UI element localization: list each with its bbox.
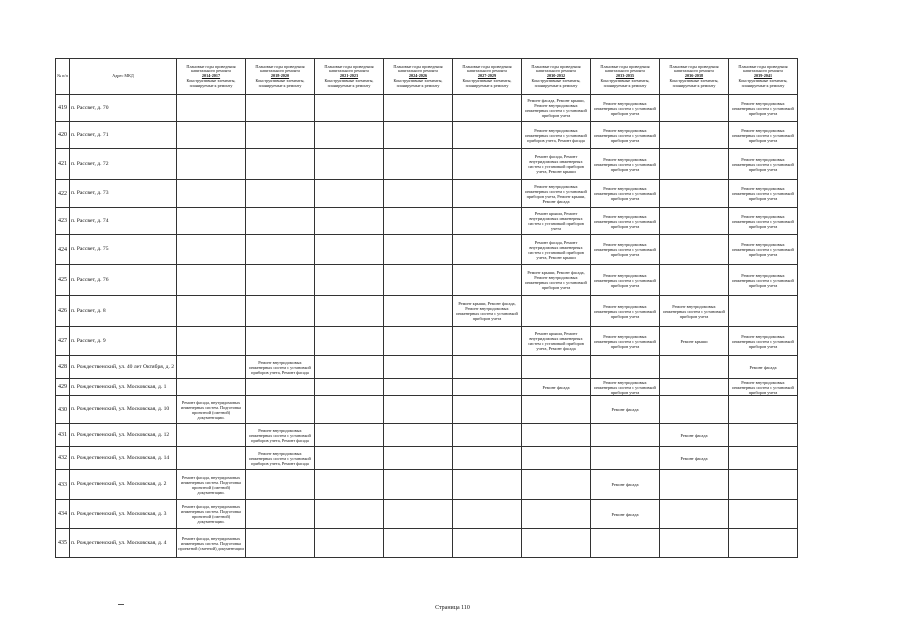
repair-works-cell [660,265,729,296]
repair-works-cell: Ремонт внутридомовых инженерных систем с установкой приборов учета [591,265,660,296]
row-address: п. Рассвет, д. 8 [70,296,177,327]
repair-works-cell: Ремонт фасада, внутридомовых инженерных систем. Подготовка проектной (сметной) документации. [177,500,246,529]
repair-works-cell [660,149,729,180]
table-row [56,356,798,379]
repair-works-cell: Ремонт фасада [591,500,660,529]
repair-works-cell [660,235,729,265]
repair-works-cell [729,470,798,500]
repair-works-cell [384,470,453,500]
row-number: 433 [56,470,70,500]
row-address: п. Рождественский, ул. Московская, д. 2 [70,470,177,500]
header-period-6 [591,59,660,95]
repair-works-cell [315,296,384,327]
header-period-3 [384,59,453,95]
repair-works-cell [729,529,798,558]
row-address: п. Рассвет, д. 74 [70,208,177,235]
capital-repair-schedule-table [55,58,798,558]
row-number: 429 [56,379,70,396]
repair-works-cell [660,529,729,558]
repair-works-cell: Ремонт внутридомовых инженерных систем с установкой приборов учета [591,180,660,208]
repair-works-cell [660,379,729,396]
header-period-period: 2030-2032 [546,73,566,79]
header-period-period: 2024-2026 [408,73,428,79]
repair-works-cell [729,296,798,327]
row-address: п. Рождественский, ул. Московская, д. 3 [70,500,177,529]
row-address: п. Рождественский, ул. Московская, д. 14 [70,447,177,470]
table-row [56,235,798,265]
header-period-period: 2014-2017 [201,73,221,79]
page-number: Страница 110 [435,605,470,611]
repair-works-cell [246,379,315,396]
repair-works-cell [384,356,453,379]
header-period-sub: Конструктивные элементы, планируемые к ремонту [669,77,719,88]
repair-works-cell [384,265,453,296]
repair-works-cell [246,235,315,265]
row-number: 424 [56,235,70,265]
repair-works-cell [453,379,522,396]
row-address: п. Рождественский, ул. Московская, д. 4 [70,529,177,558]
repair-works-cell [522,500,591,529]
repair-works-cell [453,447,522,470]
header-period-title: Плановые годы проведения капитального ремонта [531,63,581,74]
repair-works-cell [246,265,315,296]
repair-works-cell: Ремонт крыши, Ремонт внутридомовых инженерных систем с установкой приборов учета, Ремонт фасада [522,327,591,356]
table-row [56,149,798,180]
repair-works-cell [660,500,729,529]
repair-works-cell [453,327,522,356]
header-period-1 [246,59,315,95]
repair-works-cell: Ремонт внутридомовых инженерных систем с установкой приборов учета [729,95,798,122]
repair-works-cell: Ремонт крыши, Ремонт внутридомовых инженерных систем с установкой приборов учета [522,208,591,235]
repair-works-cell: Ремонт фасада [591,396,660,424]
repair-works-cell [246,296,315,327]
row-number: 428 [56,356,70,379]
repair-works-cell [522,424,591,447]
repair-works-cell [453,122,522,149]
header-period-title: Плановые годы проведения капитального ремонта [738,63,788,74]
header-period-0 [177,59,246,95]
repair-works-cell [177,296,246,327]
repair-works-cell: Ремонт внутридомовых инженерных систем с установкой приборов учета [729,235,798,265]
row-number: 420 [56,122,70,149]
repair-works-cell [384,396,453,424]
header-period-8 [729,59,798,95]
header-number: № п/п [56,59,70,95]
header-period-4 [453,59,522,95]
row-number: 422 [56,180,70,208]
repair-works-cell [315,265,384,296]
repair-works-cell [315,396,384,424]
table-row [56,529,798,558]
row-address: п. Рассвет, д. 73 [70,180,177,208]
repair-works-cell [246,95,315,122]
row-number: 425 [56,265,70,296]
repair-works-cell [453,265,522,296]
repair-works-cell [246,327,315,356]
repair-works-cell [660,356,729,379]
repair-works-cell [453,500,522,529]
row-number: 421 [56,149,70,180]
repair-works-cell [453,180,522,208]
header-period-period: 2027-2029 [477,73,497,79]
repair-works-cell: Ремонт внутридомовых инженерных систем с установкой приборов учета [729,208,798,235]
repair-works-cell [246,122,315,149]
repair-works-cell: Ремонт крыши, Ремонт фасада, Ремонт внутридомовых инженерных систем с установкой приборов учета [522,265,591,296]
repair-works-cell [453,424,522,447]
repair-works-cell [660,470,729,500]
repair-works-cell [660,208,729,235]
repair-works-cell [591,424,660,447]
repair-works-cell: Ремонт фасада, Ремонт внутридомовых инженерных систем с установкой приборов учета, Ремонт крыши [522,149,591,180]
repair-works-cell [315,356,384,379]
header-period-sub: Конструктивные элементы, планируемые к ремонту [255,77,305,88]
header-period-sub: Конструктивные элементы, планируемые к ремонту [738,77,788,88]
repair-works-cell [315,122,384,149]
repair-works-cell [177,180,246,208]
header-period-sub: Конструктивные элементы, планируемые к ремонту [186,77,236,88]
repair-works-cell: Ремонт фасада [729,356,798,379]
repair-works-cell: Ремонт крыши [660,327,729,356]
repair-works-cell [384,180,453,208]
row-number: 427 [56,327,70,356]
repair-works-cell [384,95,453,122]
repair-works-cell [384,447,453,470]
repair-works-cell [246,396,315,424]
repair-works-cell: Ремонт внутридомовых инженерных систем с установкой приборов учета, Ремонт крыши, Ремонт фасада [522,180,591,208]
repair-works-cell [384,529,453,558]
header-period-period: 2021-2023 [339,73,359,79]
repair-works-cell: Ремонт внутридомовых инженерных систем с установкой приборов учета, Ремонт фасада [522,122,591,149]
repair-works-cell: Ремонт фасада, Ремонт внутридомовых инженерных систем с установкой приборов учета, Ремонт крыши [522,235,591,265]
header-period-title: Плановые годы проведения капитального ремонта [600,63,650,74]
header-period-title: Плановые годы проведения капитального ремонта [462,63,512,74]
repair-works-cell [177,265,246,296]
repair-works-cell [315,379,384,396]
repair-works-cell: Ремонт внутридомовых инженерных систем с установкой приборов учета [591,122,660,149]
repair-works-cell [522,529,591,558]
header-period-period: 2033-2035 [615,73,635,79]
repair-works-cell [177,356,246,379]
repair-works-cell [591,529,660,558]
header-address: Адрес МКД [70,59,177,95]
repair-works-cell [177,122,246,149]
repair-works-cell [315,424,384,447]
repair-works-cell [522,396,591,424]
repair-works-cell [177,208,246,235]
repair-works-cell: Ремонт внутридомовых инженерных систем с установкой приборов учета [729,149,798,180]
repair-works-cell [177,447,246,470]
repair-works-cell [453,396,522,424]
repair-works-cell [453,470,522,500]
repair-works-cell: Ремонт фасада [660,424,729,447]
header-period-sub: Конструктивные элементы, планируемые к ремонту [462,77,512,88]
header-period-sub: Конструктивные элементы, планируемые к ремонту [393,77,443,88]
repair-works-cell [522,356,591,379]
repair-works-cell [315,208,384,235]
table-row [56,500,798,529]
row-address: п. Рождественский, ул. Московская, д. 1 [70,379,177,396]
repair-works-cell: Ремонт внутридомовых инженерных систем с установкой приборов учета [660,296,729,327]
row-address: п. Рассвет, д. 75 [70,235,177,265]
repair-works-cell [315,327,384,356]
row-number: 432 [56,447,70,470]
repair-works-cell [315,95,384,122]
repair-works-cell [660,180,729,208]
repair-works-cell: Ремонт внутридомовых инженерных систем с установкой приборов учета [591,149,660,180]
table-row [56,327,798,356]
repair-works-cell: Ремонт фасада [660,447,729,470]
repair-works-cell: Ремонт внутридомовых инженерных систем с установкой приборов учета [591,296,660,327]
row-number: 434 [56,500,70,529]
table-row [56,447,798,470]
repair-works-cell [660,396,729,424]
repair-works-cell [660,95,729,122]
header-period-period: 2036-2038 [684,73,704,79]
repair-works-cell [315,529,384,558]
repair-works-cell [591,447,660,470]
table-row [56,95,798,122]
repair-works-cell [177,327,246,356]
repair-works-cell [384,296,453,327]
repair-works-cell [246,208,315,235]
header-period-title: Плановые годы проведения капитального ремонта [255,63,305,74]
repair-works-cell: Ремонт фасада [591,470,660,500]
repair-works-cell [453,208,522,235]
repair-works-cell: Ремонт внутридомовых инженерных систем с установкой приборов учета, Ремонт фасада [246,424,315,447]
repair-works-cell [384,424,453,447]
repair-works-cell [384,208,453,235]
row-number: 435 [56,529,70,558]
repair-works-cell: Ремонт внутридомовых инженерных систем с установкой приборов учета, Ремонт фасада [246,447,315,470]
table-row [56,424,798,447]
repair-works-cell [453,95,522,122]
repair-works-cell [522,447,591,470]
row-address: п. Рождественский, ул. Московская, д. 12 [70,424,177,447]
table-row [56,208,798,235]
repair-works-cell [246,180,315,208]
table-row [56,122,798,149]
table-row [56,379,798,396]
row-number: 419 [56,95,70,122]
repair-works-cell: Ремонт фасада, Ремонт крыши, Ремонт внутридомовых инженерных систем с установкой приборов учета [522,95,591,122]
repair-works-cell: Ремонт внутридомовых инженерных систем с установкой приборов учета [729,265,798,296]
row-number: 426 [56,296,70,327]
row-number: 431 [56,424,70,447]
repair-works-cell [315,149,384,180]
repair-works-cell [729,447,798,470]
repair-works-cell [384,327,453,356]
header-period-5 [522,59,591,95]
repair-works-cell [315,447,384,470]
repair-works-cell: Ремонт фасада, внутридомовых инженерных систем. Подготовка проектной (сметной) документации. [177,470,246,500]
repair-works-cell [384,149,453,180]
repair-works-cell [246,529,315,558]
repair-works-cell [384,122,453,149]
header-period-title: Плановые годы проведения капитального ремонта [324,63,374,74]
row-address: п. Рассвет, д. 71 [70,122,177,149]
row-address: п. Рассвет, д. 72 [70,149,177,180]
repair-works-cell [384,379,453,396]
repair-works-cell [246,149,315,180]
repair-works-cell: Ремонт внутридомовых инженерных систем с установкой приборов учета [591,235,660,265]
repair-works-cell: Ремонт фасада, внутридомовых инженерных систем. Подготовка проектной (сметной) документации [177,529,246,558]
header-period-title: Плановые годы проведения капитального ремонта [186,63,236,74]
repair-works-cell [591,356,660,379]
repair-works-cell [453,529,522,558]
table-header [56,59,798,95]
repair-works-cell [177,379,246,396]
repair-works-cell: Ремонт фасада, внутридомовых инженерных систем. Подготовка проектной (сметной) документации. [177,396,246,424]
repair-works-cell [729,500,798,529]
row-address: п. Рождественский, ул. Московская, д. 10 [70,396,177,424]
row-address: п. Рождественский, ул. 40 лет Октября, д. 2 [70,356,177,379]
repair-works-cell: Ремонт внутридомовых инженерных систем с установкой приборов учета [591,95,660,122]
header-period-sub: Конструктивные элементы, планируемые к ремонту [531,77,581,88]
repair-works-cell [315,470,384,500]
table-row [56,180,798,208]
repair-works-cell: Ремонт внутридомовых инженерных систем с установкой приборов учета [729,180,798,208]
repair-works-cell [729,396,798,424]
repair-works-cell: Ремонт внутридомовых инженерных систем с установкой приборов учета [591,379,660,396]
repair-works-cell: Ремонт внутридомовых инженерных систем с установкой приборов учета [591,327,660,356]
repair-works-cell: Ремонт внутридомовых инженерных систем с установкой приборов учета [729,379,798,396]
repair-works-cell [453,356,522,379]
repair-works-cell [315,180,384,208]
repair-works-cell: Ремонт внутридомовых инженерных систем с установкой приборов учета [729,122,798,149]
repair-works-cell: Ремонт крыши, Ремонт фасада, Ремонт внутридомовых инженерных систем с установкой приборов учета [453,296,522,327]
repair-works-cell [315,500,384,529]
row-address: п. Рассвет, д. 70 [70,95,177,122]
table-row [56,470,798,500]
repair-works-cell [453,235,522,265]
repair-works-cell [729,424,798,447]
row-address: п. Рассвет, д. 9 [70,327,177,356]
header-period-sub: Конструктивные элементы, планируемые к ремонту [324,77,374,88]
header-period-2 [315,59,384,95]
table-row [56,396,798,424]
repair-works-cell: Ремонт внутридомовых инженерных систем с установкой приборов учета [591,208,660,235]
repair-works-cell [384,500,453,529]
row-number: 430 [56,396,70,424]
table-row [56,296,798,327]
repair-works-cell [453,149,522,180]
repair-works-cell [315,235,384,265]
repair-works-cell [177,95,246,122]
row-number: 423 [56,208,70,235]
header-period-period: 2039-2041 [753,73,773,79]
repair-works-cell [660,122,729,149]
header-period-sub: Конструктивные элементы, планируемые к ремонту [600,77,650,88]
repair-works-cell [522,296,591,327]
repair-works-cell [177,424,246,447]
repair-works-cell [522,470,591,500]
repair-works-cell [177,149,246,180]
repair-works-cell [384,235,453,265]
repair-works-cell [246,500,315,529]
header-period-title: Плановые годы проведения капитального ремонта [669,63,719,74]
header-period-7 [660,59,729,95]
repair-works-cell: Ремонт внутридомовых инженерных систем с установкой приборов учета [729,327,798,356]
table-body [56,95,798,558]
row-address: п. Рассвет, д. 76 [70,265,177,296]
repair-works-cell [246,470,315,500]
header-period-title: Плановые годы проведения капитального ремонта [393,63,443,74]
repair-works-cell [177,235,246,265]
repair-works-cell: Ремонт фасада [522,379,591,396]
table-row [56,265,798,296]
header-period-period: 2018-2020 [270,73,290,79]
repair-works-cell: Ремонт внутридомовых инженерных систем с установкой приборов учета, Ремонт фасада [246,356,315,379]
